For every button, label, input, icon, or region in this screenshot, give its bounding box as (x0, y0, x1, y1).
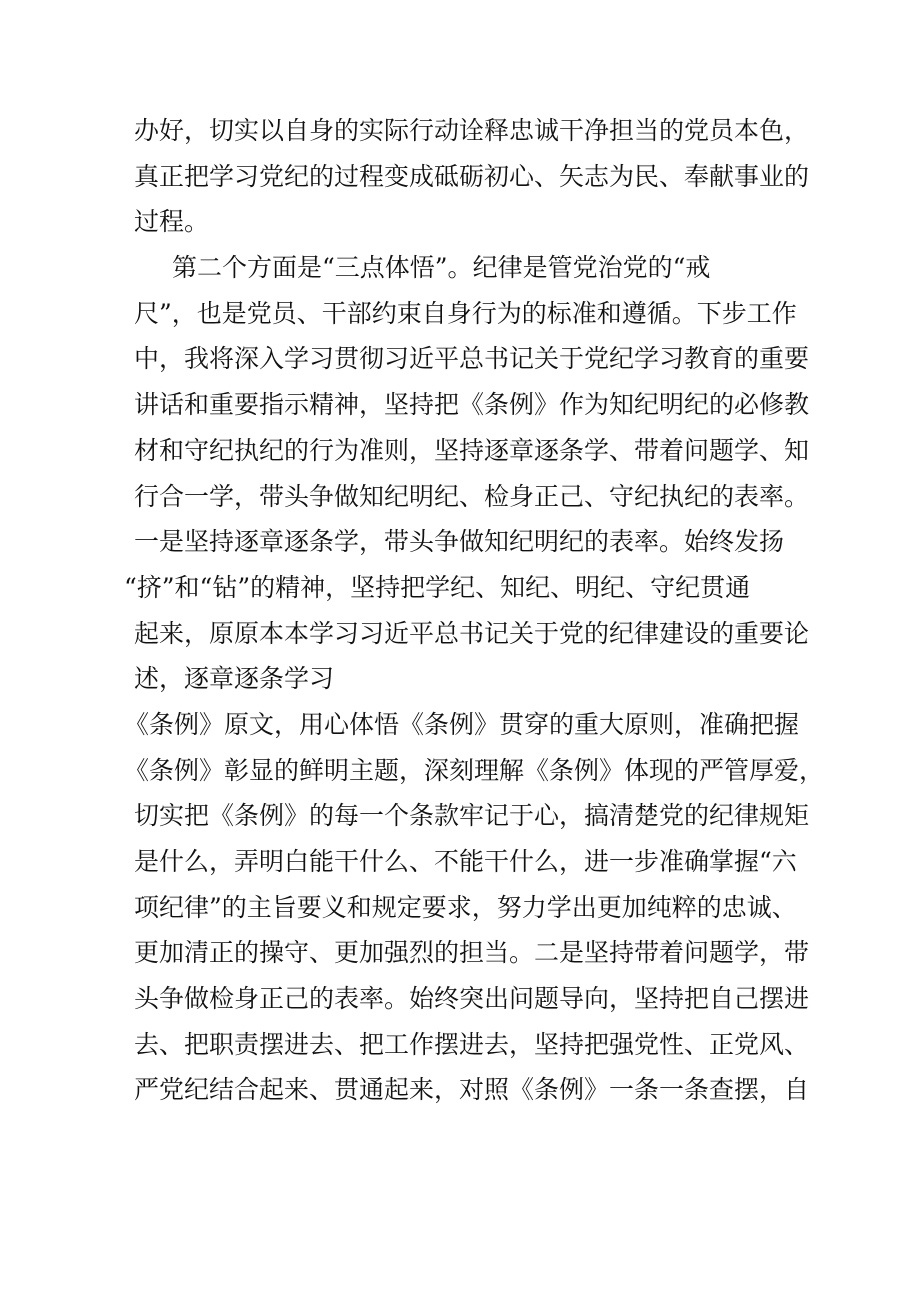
text-line: 头争做检身正己的表率。始终突出问题导向，坚持把自己摆进 (134, 984, 810, 1014)
text-line: 讲话和重要指示精神，坚持把《条例》作为知纪明纪的必修教 (134, 390, 810, 420)
text-line: 材和守纪执纪的行为准则，坚持逐章逐条学、带着问题学、知 (134, 435, 810, 465)
body-text (124, 108, 825, 1113)
text-line: 严党纪结合起来、贯通起来，对照《条例》一条一条查摆，自 (134, 1075, 810, 1105)
text-line: 切实把《条例》的每一个条款牢记于心，搞清楚党的纪律规矩 (134, 801, 810, 831)
text-line: 办好，切实以自身的实际行动诠释忠诚干净担当的党员本色， (134, 116, 810, 145)
text-line: 真正把学习党纪的过程变成砥砺初心、矢志为民、奉献事业的 (134, 161, 810, 191)
text-line: 尺”，也是党员、干部约束自身行为的标准和遵循。下步工作 (134, 298, 797, 328)
text-line: 中，我将深入学习贯彻习近平总书记关于党纪学习教育的重要 (134, 344, 810, 374)
paragraph-start-line: 第二个方面是“三点体悟”。纪律是管党治党的“戒 (172, 253, 711, 283)
text-line: 过程。 (134, 207, 210, 237)
text-line: 一是坚持逐章逐条学，带头争做知纪明纪的表率。始终发扬 (134, 527, 785, 557)
text-line: 更加清正的操守、更加强烈的担当。二是坚持带着问题学，带 (134, 938, 810, 968)
text-line: 项纪律”的主旨要义和规定要求，努力学出更加纯粹的忠诚、 (134, 892, 797, 922)
text-line: “挤”和“钻”的精神，坚持把学纪、知纪、明纪、守纪贯通 (124, 572, 751, 602)
text-line: 述，逐章逐条学习 (134, 664, 335, 694)
text-line: 《条例》彰显的鲜明主题，深刻理解《条例》体现的严管厚爱， (124, 755, 825, 785)
text-line: 起来，原原本本学习习近平总书记关于党的纪律建设的重要论 (134, 618, 810, 648)
text-line: 是什么，弄明白能干什么、不能干什么，进一步准确掌握“六 (134, 847, 797, 876)
text-line: 行合一学，带头争做知纪明纪、检身正己、守纪执纪的表率。 (134, 481, 810, 511)
text-line: 《条例》原文，用心体悟《条例》贯穿的重大原则，准确把握 (124, 709, 800, 739)
text-line: 去、把职责摆进去、把工作摆进去，坚持把强党性、正党风、 (134, 1029, 810, 1059)
